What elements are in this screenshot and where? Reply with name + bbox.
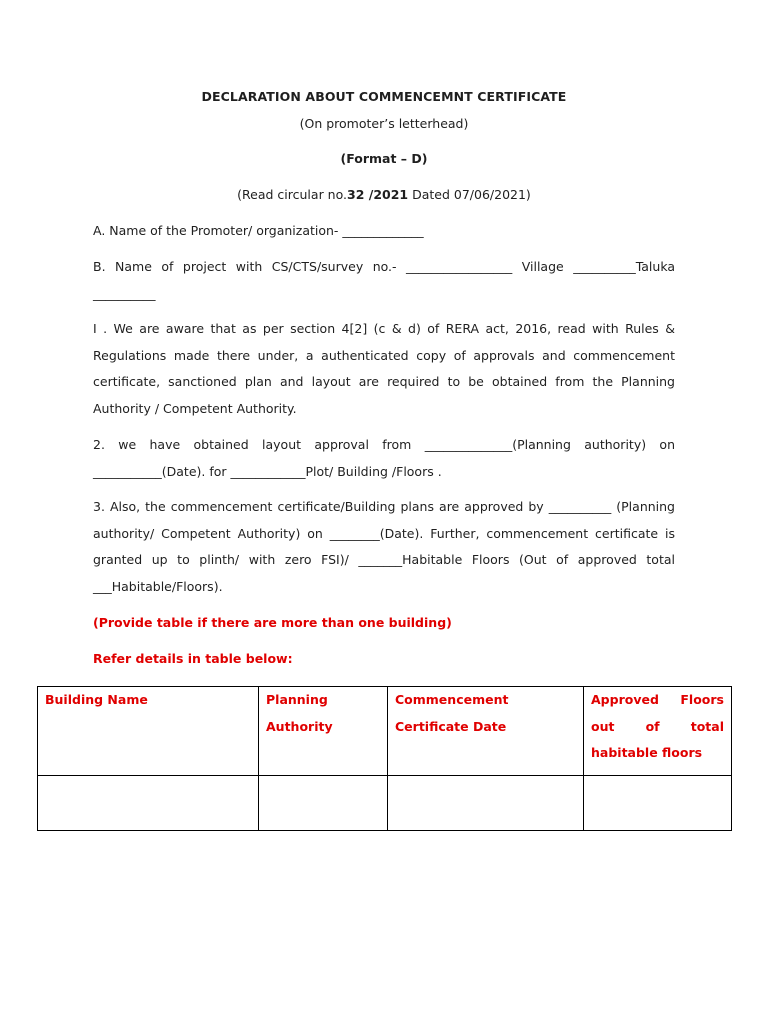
- refer-table-note: Refer details in table below:: [93, 651, 293, 666]
- item-3-commencement: 3. Also, the commencement certificate/Building plans are approved by __________ (Planning authority/ Competent Authority) on ________(Date). Further, commencement certificate is granted up to plinth/ with zero FSI)/ _______Habitable Floors (Out of approved total ___Habitable/Floors).: [93, 499, 675, 594]
- cell-planning-authority[interactable]: [259, 776, 388, 831]
- table-header-row: [38, 687, 732, 776]
- cell-building-name[interactable]: [38, 776, 259, 831]
- table-row: [38, 776, 732, 831]
- circular-prefix: (Read circular no.: [237, 187, 348, 202]
- letterhead-note: (On promoter’s letterhead): [299, 116, 469, 131]
- cell-approved-floors[interactable]: [584, 776, 732, 831]
- document-title: DECLARATION ABOUT COMMENCEMNT CERTIFICATE: [201, 89, 567, 104]
- header-building-name: Building Name: [38, 687, 259, 776]
- header-approved-floors: Approved Floors out of total habitable floors: [584, 687, 732, 776]
- provide-table-note: (Provide table if there are more than one building): [93, 615, 452, 630]
- building-details-table: [37, 686, 732, 831]
- item-2-layout-approval: 2. we have obtained layout approval from ______________(Planning authority) on ___________(Date). for ____________Plot/ Building /Floors .: [93, 437, 675, 479]
- circular-date: Dated 07/06/2021): [408, 187, 531, 202]
- item-b-project-name: B. Name of project with CS/CTS/survey no.- _________________ Village __________Taluka __________: [93, 259, 675, 301]
- item-a-promoter-name: A. Name of the Promoter/ organization- _____________: [93, 223, 424, 238]
- format-label: (Format – D): [340, 151, 428, 166]
- cell-cc-date[interactable]: [388, 776, 584, 831]
- header-planning-authority: Planning Authority: [259, 687, 388, 776]
- circular-reference: [0, 186, 768, 204]
- header-cc-date: Commencement Certificate Date: [388, 687, 584, 776]
- item-i-awareness: I . We are aware that as per section 4[2] (c & d) of RERA act, 2016, read with Rules & Regulations made there under, a authenticated copy of approvals and commencement certificate, sanctioned plan and layout are required to be obtained from the Planning Authority / Competent Authority.: [93, 321, 675, 416]
- circular-number: 32 /2021: [347, 187, 409, 202]
